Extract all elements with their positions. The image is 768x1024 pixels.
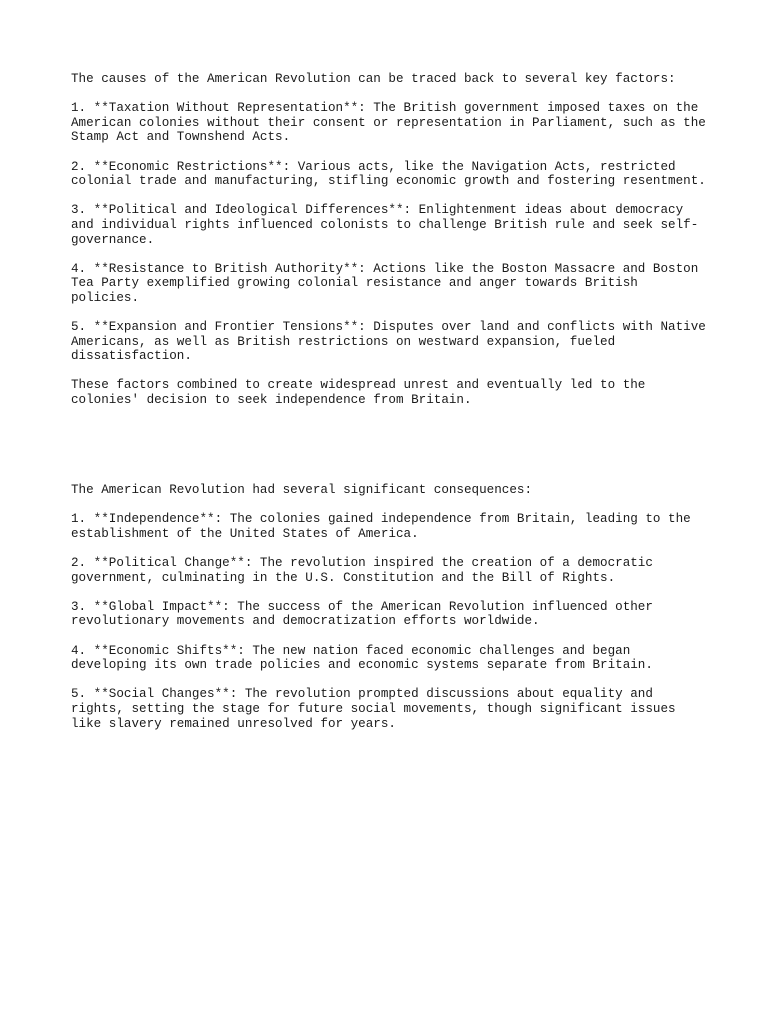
causes-conclusion: These factors combined to create widespread unrest and eventually led to the colonies' decision to seek independence from Britain. xyxy=(71,378,646,408)
consequences-intro: The American Revolution had several significant consequences: xyxy=(71,483,533,497)
consequences-section xyxy=(71,483,711,731)
causes-section xyxy=(71,72,711,408)
causes-item-3: 3. **Political and Ideological Differences**: Enlightenment ideas about democracy and individual rights influenced colonists to challenge British rule and seek self-governance. xyxy=(71,203,699,247)
causes-item-5: 5. **Expansion and Frontier Tensions**: Disputes over land and conflicts with Native Americans, as well as British restrictions on westward expansion, fueled dissatisfaction. xyxy=(71,320,706,364)
consequences-item-5: 5. **Social Changes**: The revolution prompted discussions about equality and rights, setting the stage for future social movements, though significant issues like slavery remained unresolved for years. xyxy=(71,687,676,731)
consequences-item-4: 4. **Economic Shifts**: The new nation faced economic challenges and began developing its own trade policies and economic systems separate from Britain. xyxy=(71,643,653,673)
consequences-item-2: 2. **Political Change**: The revolution inspired the creation of a democratic government, culminating in the U.S. Constitution and the Bill of Rights. xyxy=(71,555,653,585)
consequences-item-1: 1. **Independence**: The colonies gained independence from Britain, leading to the establishment of the United States of America. xyxy=(71,512,691,541)
causes-item-1: 1. **Taxation Without Representation**: The British government imposed taxes on the American colonies without their consent or representation in Parliament, such as the Stamp Act and Townshend Acts. xyxy=(71,101,706,145)
causes-item-2: 2. **Economic Restrictions**: Various acts, like the Navigation Acts, restricted colonial trade and manufacturing, stifling economic growth and fostering resentment. xyxy=(71,159,706,189)
causes-item-4: 4. **Resistance to British Authority**: Actions like the Boston Massacre and Boston Tea Party exemplified growing colonial resistance and anger towards British policies. xyxy=(71,261,699,305)
causes-intro: The causes of the American Revolution can be traced back to several key factors: xyxy=(71,72,676,86)
consequences-item-3: 3. **Global Impact**: The success of the American Revolution influenced other revolutionary movements and democratization efforts worldwide. xyxy=(71,599,653,629)
